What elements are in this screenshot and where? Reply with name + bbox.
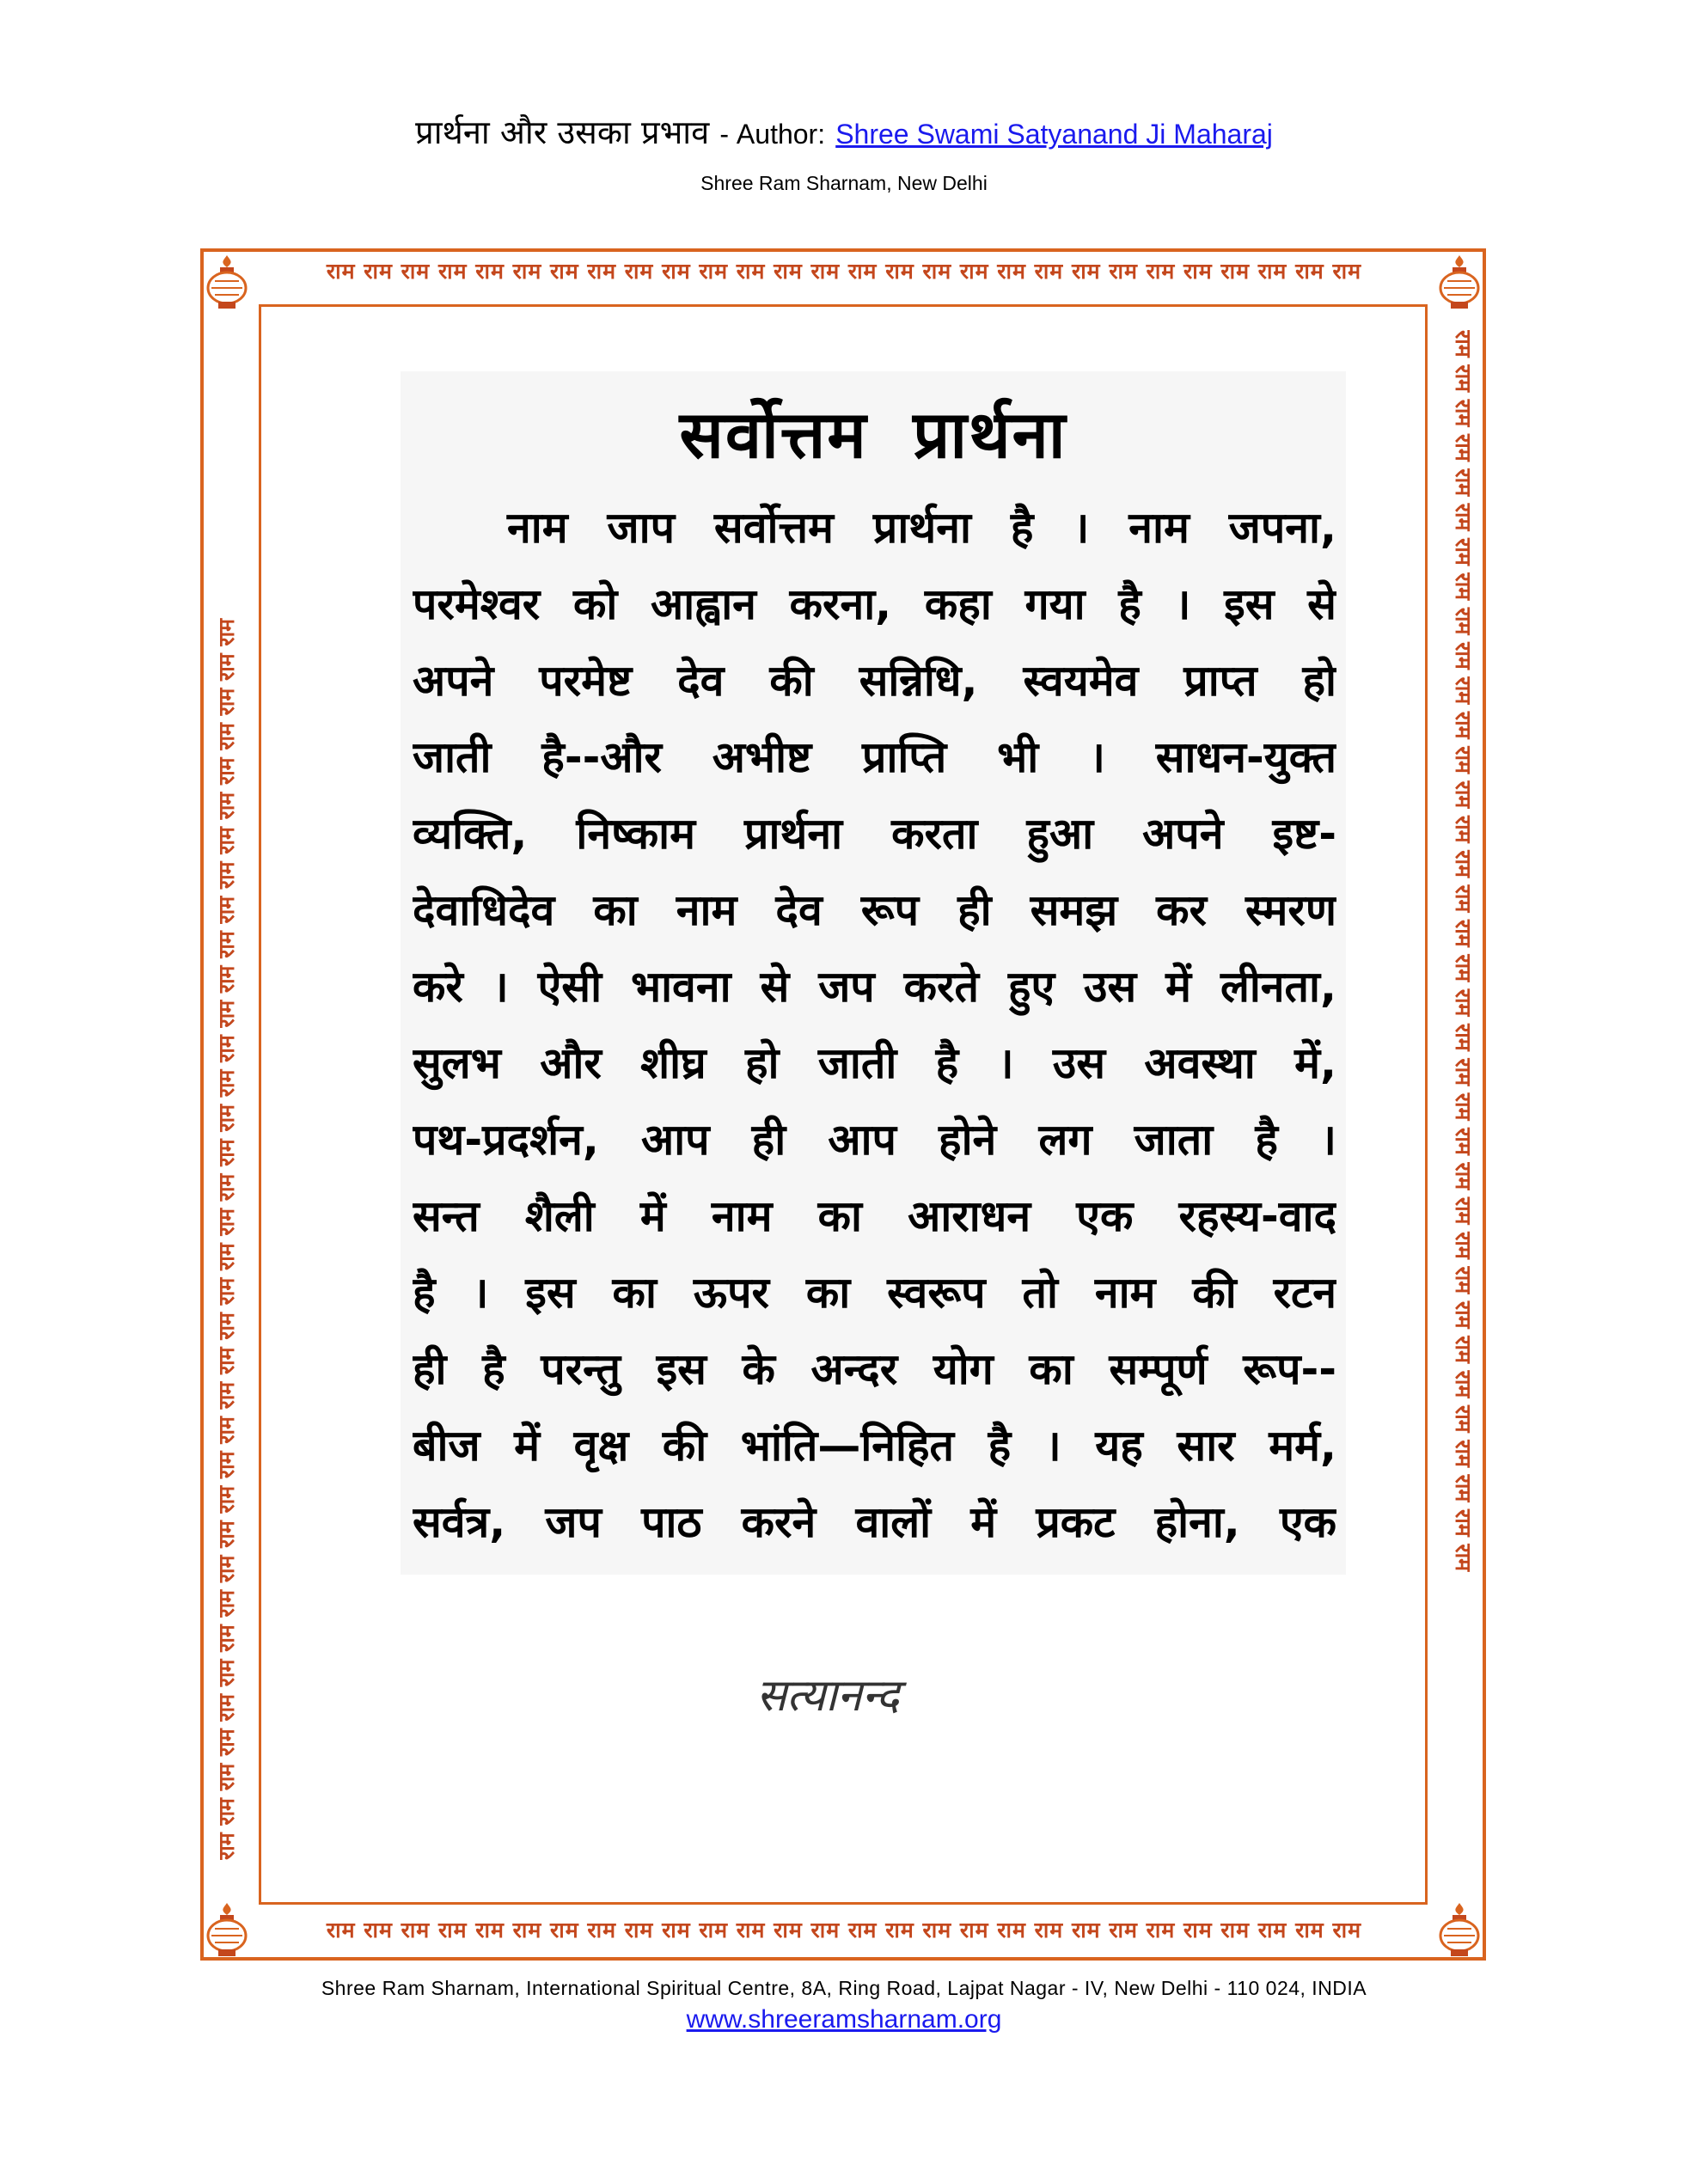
website-link[interactable]: www.shreeramsharnam.org	[686, 2005, 1002, 2034]
article-heading: सर्वोत्तम प्रार्थना	[679, 396, 1067, 473]
text-line: अपने परमेष्ट देव की सन्निधि, स्वयमेव प्राप्त हो	[413, 656, 1336, 706]
kalash-icon	[1435, 1900, 1483, 1960]
author-link[interactable]: Shree Swami Satyanand Ji Maharaj	[835, 119, 1273, 150]
document-title: प्रार्थना और उसका प्रभाव	[415, 113, 710, 151]
ram-border-right-text: राम राम राम राम राम राम राम राम राम राम राम राम राम राम राम राम राम राम राम राम राम राम राम राम राम राम राम राम राम राम राम राम राम राम राम राम	[1451, 330, 1476, 1572]
ram-border-right	[1447, 330, 1480, 1860]
text-line: देवाधिदेव का नाम देव रूप ही समझ कर स्मरण	[413, 885, 1336, 935]
page-footer	[0, 1977, 1688, 2034]
ram-border-top: राम राम राम राम राम राम राम राम राम राम राम राम राम राम राम राम राम राम राम राम राम राम राम राम राम राम राम राम	[326, 259, 1362, 284]
ram-border-left	[210, 330, 242, 1860]
kalash-icon	[1435, 252, 1483, 312]
subtitle: Shree Ram Sharnam, New Delhi	[700, 172, 988, 194]
text-line: सर्वत्र, जप पाठ करने वालों में प्रकट होना, एक	[413, 1497, 1336, 1547]
page-header	[0, 110, 1688, 195]
text-line: बीज में वृक्ष की भांति—निहित है । यह सार मर्म,	[413, 1421, 1336, 1471]
text-line: पथ-प्रदर्शन, आप ही आप होने लग जाता है ।	[413, 1115, 1336, 1165]
text-line: है । इस का ऊपर का स्वरूप तो नाम की रटन	[413, 1268, 1336, 1318]
text-line: सुलभ और शीघ्र हो जाती है । उस अवस्था में,	[413, 1038, 1336, 1088]
article-body	[413, 490, 1336, 1561]
text-line: ही है परन्तु इस के अन्दर योग का सम्पूर्ण रूप--	[413, 1344, 1336, 1394]
text-line: करे । ऐसी भावना से जप करते हुए उस में लीनता,	[413, 962, 1336, 1012]
text-line: परमेश्वर को आह्वान करना, कहा गया है । इस से	[413, 579, 1336, 629]
text-line: जाती है--और अभीष्ट प्राप्ति भी । साधन-युक्त	[413, 732, 1336, 782]
ram-border-left-text: राम राम राम राम राम राम राम राम राम राम राम राम राम राम राम राम राम राम राम राम राम राम राम राम राम राम राम राम राम राम राम राम राम राम राम राम	[214, 618, 239, 1860]
kalash-icon	[203, 1900, 251, 1960]
text-line: सन्त शैली में नाम का आराधन एक रहस्य-वाद	[413, 1191, 1336, 1241]
ram-border-bottom: राम राम राम राम राम राम राम राम राम राम राम राम राम राम राम राम राम राम राम राम राम राम राम राम राम राम राम राम	[326, 1918, 1362, 1942]
author-prefix: - Author:	[719, 119, 826, 150]
title-line	[0, 110, 1688, 156]
signature: सत्यानन्द	[756, 1670, 900, 1722]
footer-address: Shree Ram Sharnam, International Spiritual Centre, 8A, Ring Road, Lajpat Nagar - IV, New Delhi - 110 024, INDIA	[321, 1977, 1367, 1999]
text-line: व्यक्ति, निष्काम प्रार्थना करता हुआ अपने इष्ट-	[413, 809, 1336, 859]
text-line: नाम जाप सर्वोत्तम प्रार्थना है । नाम जपना,	[507, 503, 1336, 553]
kalash-icon	[203, 252, 251, 312]
